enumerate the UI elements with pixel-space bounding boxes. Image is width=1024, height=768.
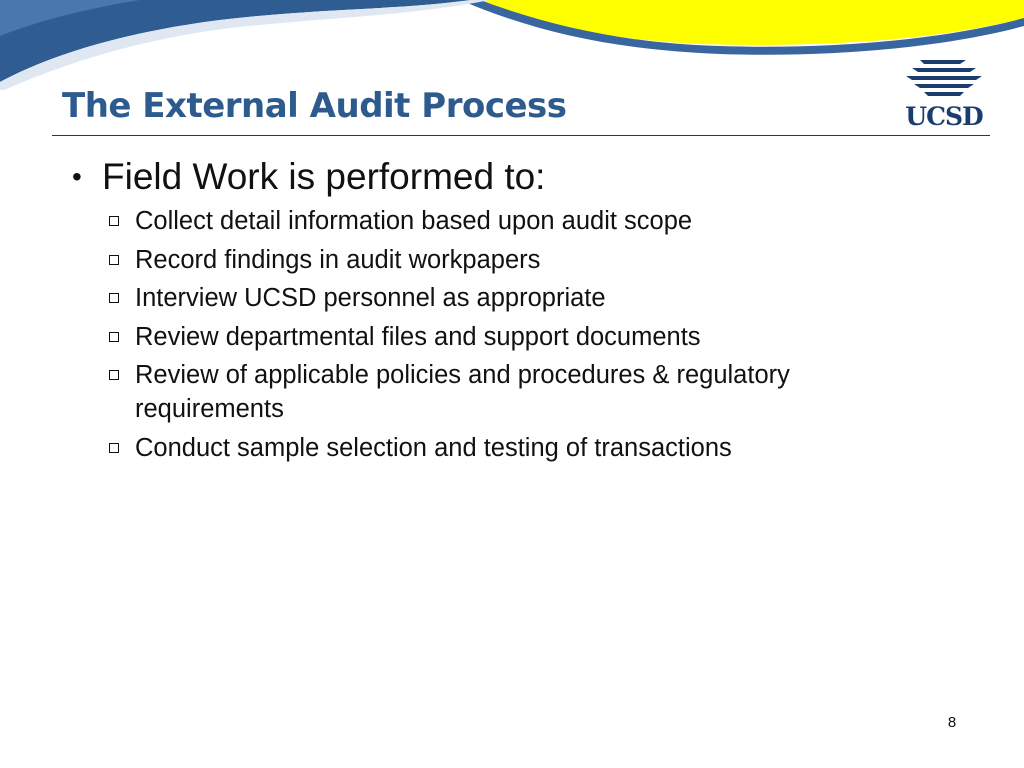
bullet-dot-icon: • [72, 161, 82, 192]
sub-bullet-text: Conduct sample selection and testing of transactions [135, 433, 732, 462]
page-number: 8 [947, 714, 957, 731]
square-bullet-icon [109, 443, 119, 453]
sub-bullet-item [72, 243, 895, 277]
ucsd-logo [898, 58, 990, 130]
sub-bullet-item [72, 320, 895, 354]
slide-content [72, 154, 972, 469]
sub-bullet-item [72, 204, 895, 238]
sub-bullet-item [72, 281, 895, 315]
ucsd-logo-mark-icon [902, 58, 986, 102]
title-divider [52, 135, 990, 136]
sub-bullet-text: Review departmental files and support documents [135, 322, 701, 351]
sub-bullet-list [72, 204, 972, 465]
sub-bullet-text: Record findings in audit workpapers [135, 245, 541, 274]
header-swoosh-graphic [0, 0, 1024, 90]
square-bullet-icon [109, 216, 119, 226]
sub-bullet-text: Review of applicable policies and procedures & regulatory requirements [135, 361, 790, 423]
sub-bullet-text: Collect detail information based upon audit scope [135, 207, 693, 235]
ucsd-logo-text: UCSD [905, 102, 983, 131]
square-bullet-icon [109, 332, 119, 342]
square-bullet-icon [109, 370, 119, 380]
square-bullet-icon [109, 255, 119, 265]
main-bullet-text: Field Work is performed to: [102, 156, 546, 197]
slide-title: The External Audit Process [62, 86, 567, 126]
sub-bullet-item [72, 358, 895, 426]
sub-bullet-item [72, 431, 895, 465]
square-bullet-icon [109, 293, 119, 303]
main-bullet [72, 154, 972, 200]
sub-bullet-text: Interview UCSD personnel as appropriate [135, 284, 606, 312]
